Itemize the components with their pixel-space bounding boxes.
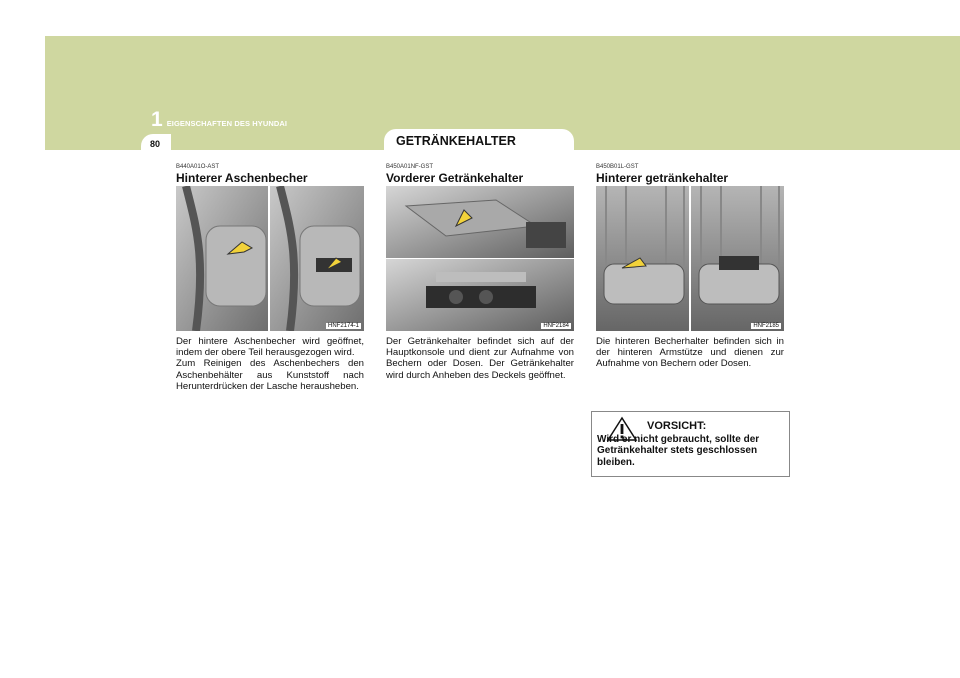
image-code: HNF2184 — [543, 323, 569, 329]
chapter-title: EIGENSCHAFTEN DES HYUNDAI — [166, 119, 288, 128]
image-code: HNF2185 — [753, 323, 779, 329]
section-tab — [384, 129, 574, 151]
section-tab-label: GETRÄNKEHALTER — [396, 134, 516, 148]
rear-cupholder-photo — [596, 186, 784, 331]
caution-text: Wird er nicht gebraucht, sollte der Getränkehalter stets geschlossen bleiben. — [597, 434, 760, 468]
page-number: 80 — [150, 139, 161, 149]
chapter-number: 1 — [151, 108, 163, 131]
section-body — [176, 336, 364, 392]
section-code: B450B01L-GST — [596, 164, 639, 170]
section-body — [596, 336, 784, 370]
chapter-header — [151, 108, 287, 132]
paragraph: Zum Reinigen des Aschenbechers den Aschenbehälter aus Kunststoff nach Herunterdrücken der Lasche herausheben. — [176, 358, 364, 392]
paragraph: Der Getränkehalter befindet sich auf der Hauptkonsole und dient zur Aufnahme von Bechern oder Dosen. Der Getränkehalter wird durch Anheben des Deckels geöffnet. — [386, 336, 574, 381]
section-code: B440A01O-AST — [176, 164, 220, 170]
ashtray-photo — [176, 186, 364, 331]
section-heading: Hinterer getränkehalter — [596, 171, 729, 185]
section-code: B450A01NF-GST — [386, 164, 434, 170]
front-cupholder-photo — [386, 186, 574, 331]
paragraph: Die hinteren Becherhalter befinden sich in der hinteren Armstütze und dienen zur Aufnahme von Bechern oder Dosen. — [596, 336, 784, 370]
section-heading: Vorderer Getränkehalter — [386, 171, 524, 185]
image-code: HNF2174-1 — [327, 323, 359, 329]
caution-title: VORSICHT: — [647, 420, 707, 432]
paragraph: Der hintere Aschenbecher wird geöffnet, indem der obere Teil herausgezogen wird. — [176, 336, 364, 359]
section-heading: Hinterer Aschenbecher — [176, 171, 308, 185]
section-body — [386, 336, 574, 381]
caution-box — [591, 411, 790, 477]
